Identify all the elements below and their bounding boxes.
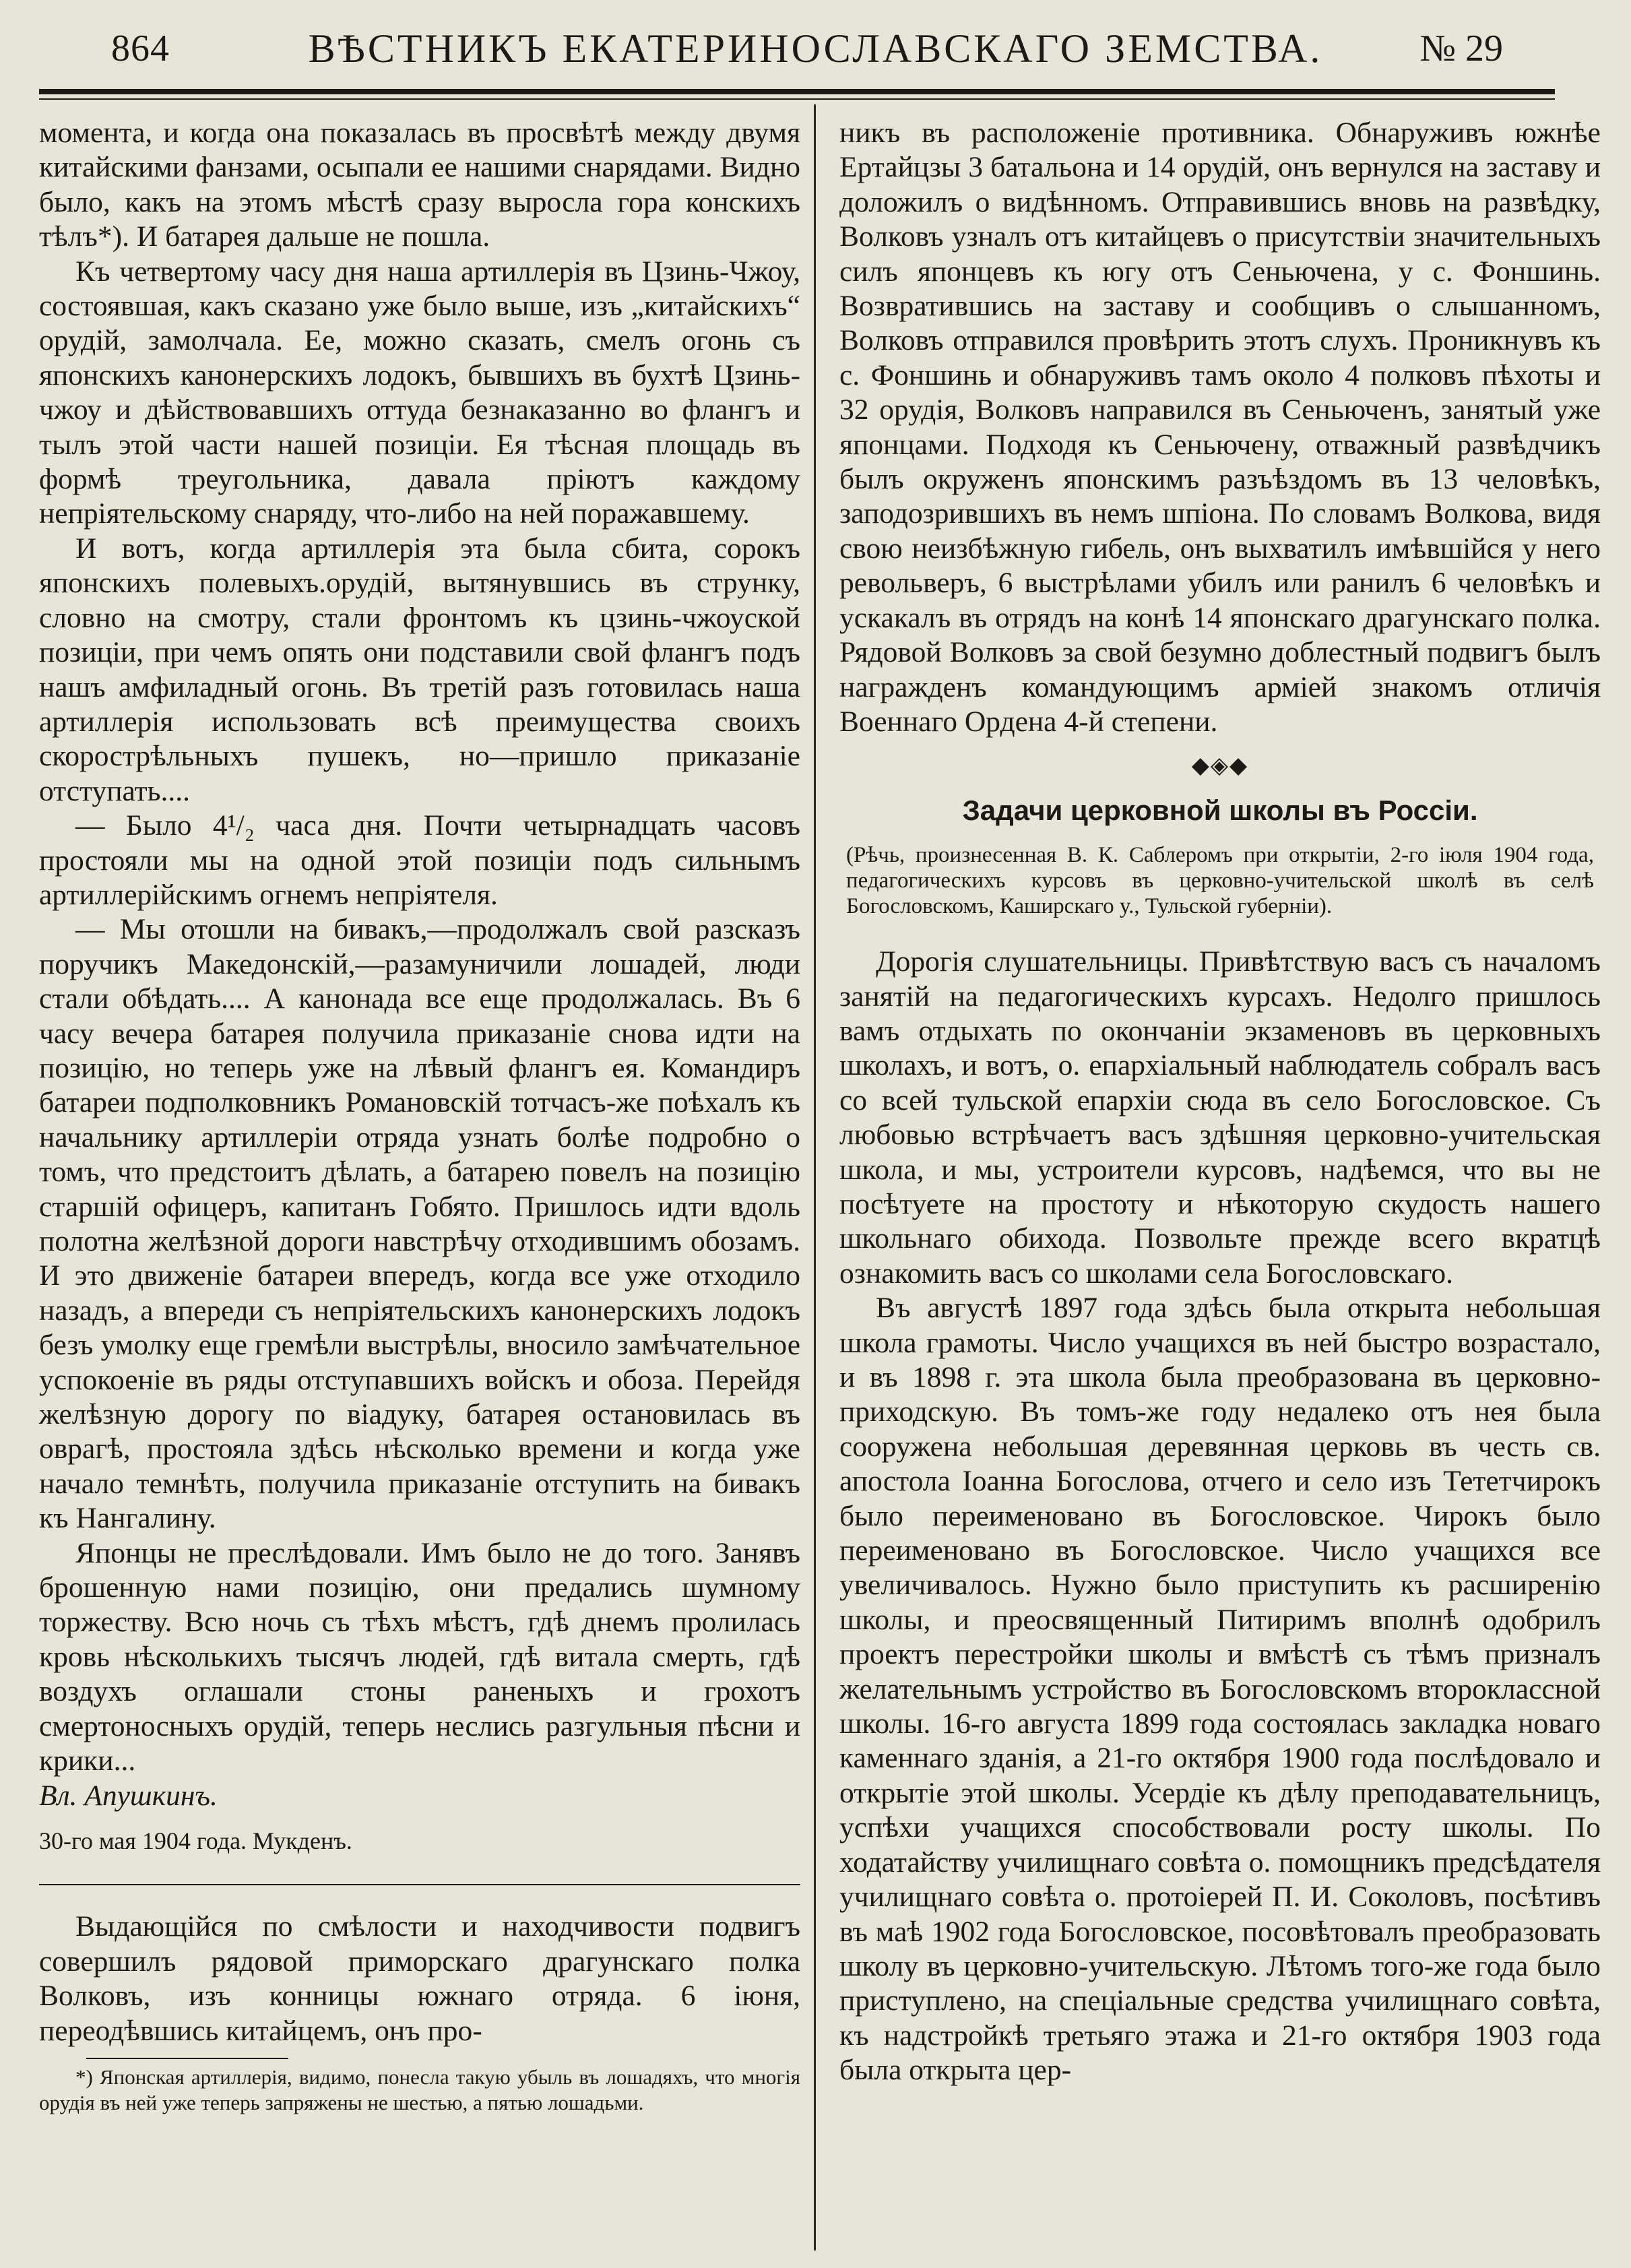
left-paragraph: Къ четвертому часу дня наша артиллерія въ Цзинь-Чжоу, состоявшая, какъ сказано уже было выше, изъ „китайскихъ“ орудій, замолчала. Ее, можно сказать, смелъ огонь съ японскихъ канонерскихъ лодокъ, бывшихъ въ бухтѣ Цзинь-чжоу и дѣйствовавшихъ оттуда безнаказанно во флангъ и тылъ этой части нашей позиціи. Ея тѣсная площадь въ формѣ треугольника, давала пріютъ каждому непріятельскому снаряду, что-либо на ней поражавшему.: [39, 255, 800, 530]
header-rule-thick: [39, 89, 1555, 94]
column-divider: [814, 104, 816, 2250]
masthead-title: ВѢСТНИКЪ ЕКАТЕРИНОСЛАВСКАГО ЗЕМСТВА.: [308, 26, 1323, 71]
left-paragraph: — Было 4¹/₂ часа дня. Почти четырнадцать часовъ простояли мы на одной этой позиціи подъ сильнымъ артиллерійскимъ огнемъ непріятеля.: [39, 809, 800, 911]
page-number: 864: [111, 28, 170, 69]
footnote: *) Японская артиллерія, видимо, понесла такую убыль въ лошадяхъ, что многія орудія въ ней уже теперь запряжены не шестью, а пятью лошадьми.: [39, 2065, 800, 2114]
article-title: Задачи церковной школы въ Россіи.: [962, 794, 1478, 826]
article-paragraph: Въ августѣ 1897 года здѣсь была открыта небольшая школа грамоты. Число учащихся въ ней быстро возрастало, и въ 1898 г. эта школа была преобразована въ церковно-приходскую. Въ томъ-же году недалеко отъ нея была сооружена небольшая деревянная церковь въ честь св. апостола Іоанна Богослова, отчего и село изъ Тететчирокъ было переименовано въ Богословское. Чирокъ было переименовано въ Богословское. Число учащихся все увеличивалось. Нужно было приступить къ расширенію школы, и преосвященный Питиримъ вполнѣ одобрилъ проектъ перестройки школы и вмѣстѣ съ тѣмъ призналъ желательнымъ устройство въ Богословскомъ второклассной школы. 16-го августа 1899 года состоялась закладка новаго каменнаго зданія, а 21-го октября 1900 года послѣдовало и открытіе этой школы. Усердіе къ дѣлу преподавательницъ, успѣхи учащихся способствовали росту школы. По ходатайству училищнаго совѣта о. помощникъ предсѣдателя училищнаго совѣта о. протоіерей П. И. Соколовъ, посѣтивъ въ маѣ 1902 года Богословское, посовѣтовалъ преобразовать школу въ церковно-учительскую. Лѣтомъ того-же года было приступлено, на спеціальные средства училищнаго совѣта, къ надстройкѣ третьяго этажа и 21-го октября 1903 года была открыта цер-: [839, 1292, 1601, 2087]
left-paragraph: — Мы отошли на бивакъ,—продолжалъ свой разсказъ поручикъ Македонскій,—разамуничили лошадей, люди стали обѣдать.... А канонада все еще продолжалась. Въ 6 часу вечера батарея получила приказаніе снова идти на позицію, но теперь уже на лѣвый флангъ ея. Командиръ батареи подполковникъ Романовскій тотчасъ-же поѣхалъ къ начальнику артиллеріи отряда узнать болѣе подробно о томъ, что предстоитъ дѣлать, а батарею повелъ на позицію старшій офицеръ, капитанъ Гобято. Пришлось идти вдоль полотна желѣзной дороги навстрѣчу отходившимъ обозамъ. И это движеніе батареи впередъ, когда все уже отходило назадъ, а впереди съ непріятельскихъ канонерскихъ лодокъ безъ умолку еще гремѣли выстрѣлы, вносило замѣчательное успокоеніе въ ряды отступавшихъ войскъ и обоза. Перейдя желѣзную дорогу по віадуку, батарея остановилась въ оврагѣ, простояла здѣсь нѣсколько времени и когда уже начало темнѣть, получила приказаніе отступить на бивакъ къ Нангалину.: [39, 913, 800, 1535]
right-column: [839, 116, 1601, 2088]
volkov-paragraph: Выдающійся по смѣлости и находчивости подвигъ совершилъ рядовой приморскаго драгунскаго полка Волковъ, изъ конницы южнаго отряда. 6 іюня, переодѣвшись китайцемъ, онъ про-: [39, 1910, 800, 2047]
issue-number: № 29: [1419, 28, 1503, 69]
dateline: 30-го мая 1904 года. Мукденъ.: [39, 1827, 352, 1854]
left-column: [39, 116, 800, 2116]
right-paragraph: никъ въ расположеніе противника. Обнаруживъ южнѣе Ертайцзы 3 батальона и 14 орудій, онъ вернулся на заставу и доложилъ о видѣнномъ. Отправившись вновь на развѣдку, Волковъ узналъ отъ китайцевъ о присутствіи значительныхъ силъ японцевъ къ югу отъ Сеньючена, у с. Фоншинь. Возвратившись на заставу и сообщивъ о слышанномъ, Волковъ отправился провѣрить этотъ слухъ. Проникнувъ къ с. Фоншинь и обнаруживъ тамъ около 4 полковъ пѣхоты и 32 орудія, Волковъ направился въ Сеньюченъ, занятый уже японцами. Подходя къ Сеньючену, отважный развѣдчикъ былъ окруженъ японскимъ разъѣздомъ въ 13 человѣкъ, заподозрившихъ въ немъ шпіона. По словамъ Волкова, видя свою неизбѣжную гибель, онъ выхватилъ имѣвшійся у него револьверъ, 6 выстрѣлами убилъ или ранилъ 6 человѣкъ и ускакалъ въ отрядъ на конѣ 14 японскаго драгунскаго полка. Рядовой Волковъ за свой безумно доблестный подвигъ былъ награжденъ командующимъ арміей знакомъ отличія Военнаго Ордена 4-й степени.: [839, 117, 1601, 738]
section-divider: [39, 1884, 800, 1885]
header-rule-thin: [39, 98, 1555, 100]
ornament-divider: ◆◈◆: [1191, 753, 1249, 779]
left-paragraph: Японцы не преслѣдовали. Имъ было не до того. Занявъ брошенную нами позицію, они предались шумному торжеству. Всю ночь съ тѣхъ мѣстъ, гдѣ днемъ пролилась кровь нѣсколькихъ тысячъ людей, гдѣ витала смерть, гдѣ воздухъ оглашали стоны раненыхъ и грохотъ смертоносныхъ орудій, теперь неслись разгульныя пѣсни и крики...: [39, 1536, 800, 1777]
left-paragraph: момента, и когда она показалась въ просвѣтѣ между двумя китайскими фанзами, осыпали ее нашими снарядами. Видно было, какъ на этомъ мѣстѣ сразу выросла гора конскихъ тѣлъ*). И батарея дальше не пошла.: [39, 117, 800, 253]
footnote-rule: [86, 2058, 288, 2059]
author-signature: Вл. Апушкинъ.: [39, 1779, 218, 1812]
left-paragraph: И вотъ, когда артиллерія эта была сбита, сорокъ японскихъ полевыхъ.орудій, вытянувшись въ струнку, словно на смотру, стали фронтомъ къ цзинь-чжоуской позиціи, при чемъ опять они подставили свой флангъ подъ нашъ амфиладный огонь. Въ третій разъ готовилась наша артиллерія использовать всѣ преимущества своихъ скорострѣльныхъ пушекъ, но—пришло приказаніе отступать....: [39, 532, 800, 807]
article-paragraph: Дорогія слушательницы. Привѣтствую васъ съ началомъ занятій на педагогическихъ курсахъ. Недолго пришлось вамъ отдыхать по окончаніи экзаменовъ въ церковныхъ школахъ, и вотъ, о. епархіальный наблюдатель собралъ васъ со всей тульской епархіи сюда въ село Богословское. Съ любовью встрѣчаетъ васъ здѣшняя церковно-учительская школа, и мы, устроители курсовъ, надѣемся, что вы не посѣтуете на простоту и нѣкоторую скудость нашего школьнаго обихода. Позвольте прежде всего вкратцѣ ознакомить васъ со школами села Богословскаго.: [839, 945, 1601, 1290]
article-subtitle: (Рѣчь, произнесенная В. К. Саблеромъ при открытіи, 2-го іюля 1904 года, педагогическихъ курсовъ въ церковно-учительской школѣ въ селѣ Богословскомъ, Каширскаго у., Тульской губерніи).: [846, 843, 1594, 919]
